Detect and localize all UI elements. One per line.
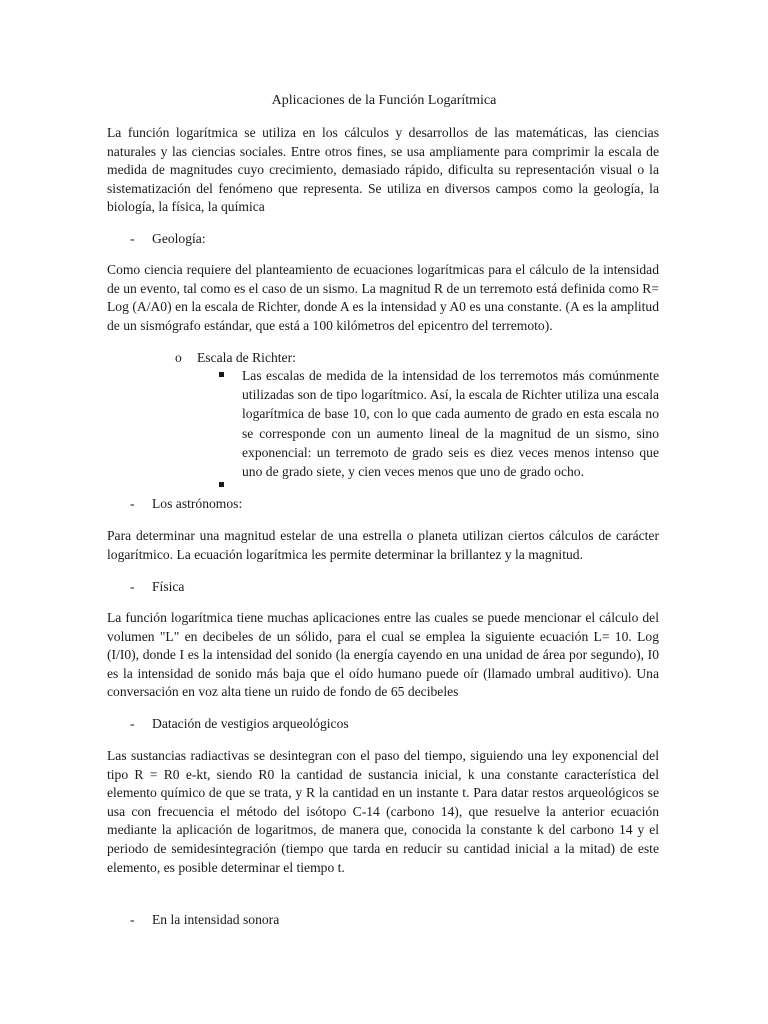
intro-paragraph: La función logarítmica se utiliza en los cálculos y desarrollos de las matemáticas, las ciencias naturales y las ciencias sociales. Entre otros fines, se usa ampliamente para comprimir la escala de medida de magnitudes cuyo crecimiento, demasiado rápido, dificulta su representación visual o la sistematización del fenómeno que representa. Se utiliza en diversos campos como la geología, la biología, la física, la química [107, 125, 659, 215]
heading-fisica: Física [152, 579, 185, 594]
document-title: Aplicaciones de la Función Logarítmica [271, 93, 497, 108]
dash-bullet-fisica: - [130, 579, 135, 594]
dash-bullet-astronomos: - [130, 496, 135, 511]
heading-geologia: Geología: [152, 231, 206, 246]
geologia-paragraph: Como ciencia requiere del planteamiento de ecuaciones logarítmicas para el cálculo de la intensidad de un evento, tal como es el caso de un sismo. La magnitud R de un terremoto está definida como R= Log (A/A0) en la escala de Richter, donde A es la intensidad y A0 es una constante. (A es la amplitud de un sismógrafo estándar, que está a 100 kilómetros del epicentro del terremoto). [107, 262, 659, 333]
heading-astronomos: Los astrónomos: [152, 496, 243, 511]
astronomos-paragraph: Para determinar una magnitud estelar de una estrella o planeta utilizan ciertos cálculos de carácter logarítmico. La ecuación logarítmica les permite determinar la brillantez y la magnitud. [107, 528, 659, 562]
dash-bullet-datacion: - [130, 716, 135, 731]
dash-bullet-geologia: - [130, 231, 135, 246]
dash-bullet-sonora: - [130, 912, 135, 927]
richter-item-text: Las escalas de medida de la intensidad de los terremotos más comúnmente utilizadas son de tipo logarítmico. Así, la escala de Richter utiliza una escala logarítmica de base 10, con lo que cada aumento de grado en esta escala no se corresponde con un aumento lineal de la magnitud de un sismo, sino exponencial: un terremoto de grado seis es diez veces menos intenso que uno de grado siete, y cien veces menos que uno de grado ocho. [242, 368, 659, 480]
square-bullet-2 [219, 482, 224, 487]
subheading-richter: Escala de Richter: [197, 350, 296, 365]
circle-bullet-richter: o [175, 350, 182, 365]
fisica-paragraph: La función logarítmica tiene muchas aplicaciones entre las cuales se puede mencionar el cálculo del volumen "L" en decibeles de un sólido, para el cual se emplea la siguiente ecuación L= 10. Log (I/I0), donde I es la intensidad del sonido (la energía cayendo en una unidad de área por segundo), I0 es la intensidad de sonido más baja que el oído humano puede oír (llamado umbral auditivo). Una conversación en voz alta tiene un ruido de fondo de 65 decibeles [107, 610, 659, 700]
square-bullet-1 [219, 372, 224, 377]
heading-datacion: Datación de vestigios arqueológicos [152, 716, 349, 731]
datacion-paragraph: Las sustancias radiactivas se desintegran con el paso del tiempo, siguiendo una ley exponencial del tipo R = R0 e-kt, siendo R0 la cantidad de sustancia inicial, k una constante característica del elemento químico de que se trata, y R la cantidad en un instante t. Para datar restos arqueológicos se usa con frecuencia el método del isótopo C-14 (carbono 14), que resuelve la anterior ecuación mediante la aplicación de logaritmos, de manera que, conocida la constante k del carbono 14 y el periodo de semidesintegración (tiempo que tarda en reducir su cantidad inicial a la mitad) de este elemento, es posible determinar el tiempo t. [107, 748, 659, 875]
heading-sonora: En la intensidad sonora [152, 912, 280, 927]
